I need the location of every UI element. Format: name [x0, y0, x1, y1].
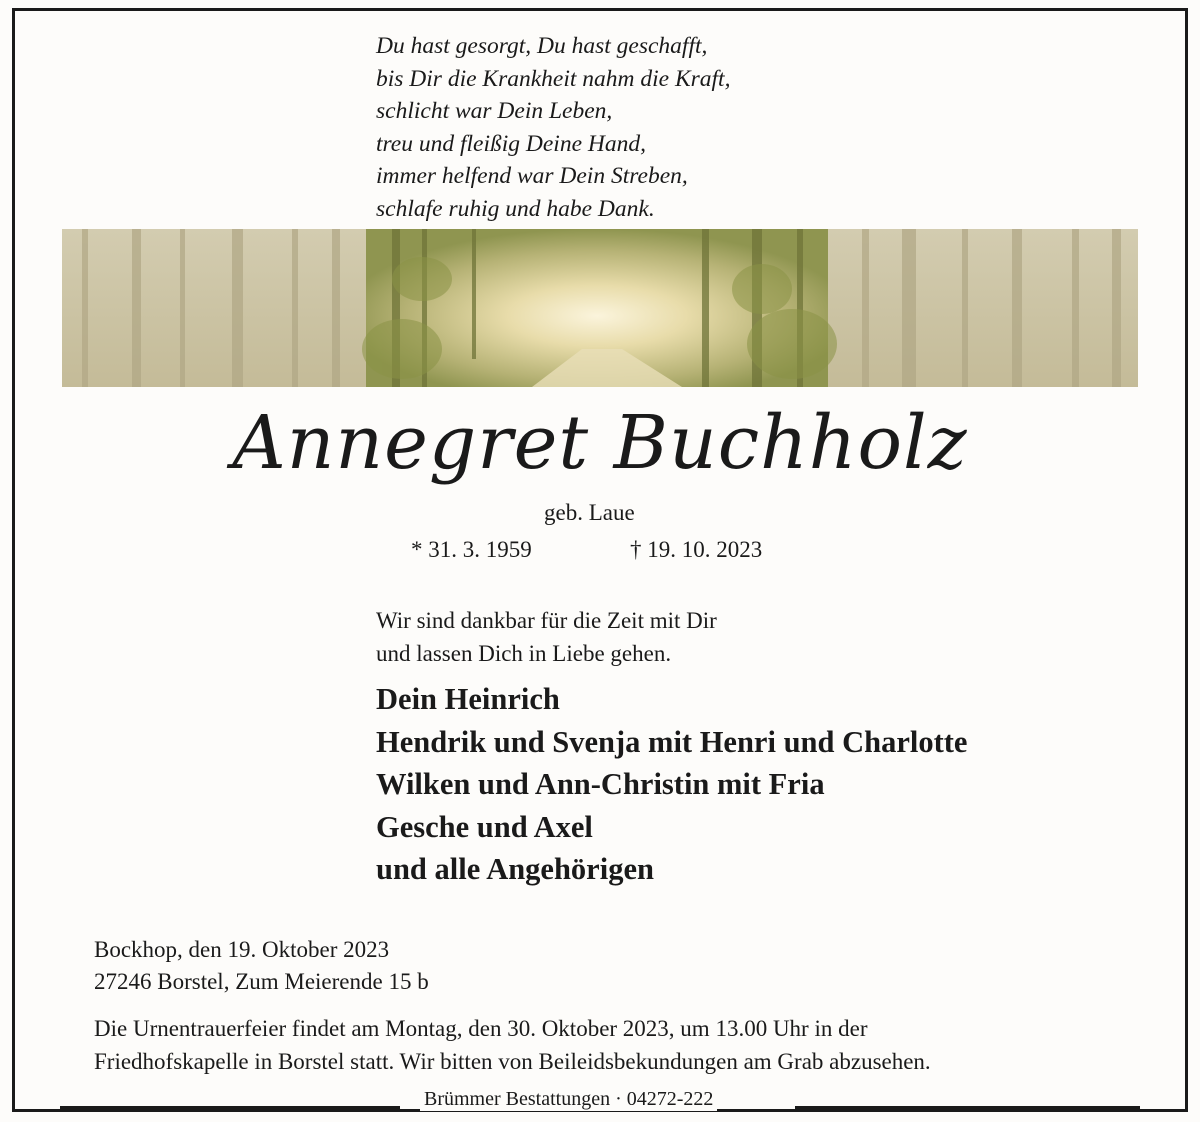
address: 27246 Borstel, Zum Meierende 15 b [94, 969, 429, 994]
family-list [376, 678, 967, 891]
place-date: Bockhop, den 19. Oktober 2023 [94, 937, 390, 962]
thanks-text [376, 604, 717, 670]
death-date: † 19. 10. 2023 [630, 537, 763, 562]
notice-line: Die Urnentrauerfeier findet am Montag, den 30. Oktober 2023, um 13.00 Uhr in der [94, 1016, 868, 1041]
poem [376, 30, 730, 225]
family-member: Wilken und Ann-Christin mit Fria [376, 767, 825, 801]
poem-line: schlafe ruhig und habe Dank. [376, 195, 655, 222]
thanks-line: und lassen Dich in Liebe gehen. [376, 641, 672, 666]
deceased-name: Annegret Buchholz [232, 400, 968, 486]
footer-rule-right [795, 1106, 1140, 1109]
poem-line: treu und fleißig Deine Hand, [376, 130, 646, 157]
poem-line: immer helfend war Dein Streben, [376, 163, 688, 189]
place-and-address [94, 934, 429, 998]
birth-date: * 31. 3. 1959 [411, 537, 532, 562]
funeral-notice [94, 1012, 931, 1078]
thanks-line: Wir sind dankbar für die Zeit mit Dir [376, 608, 717, 633]
footer [0, 1084, 1200, 1114]
poem-line: bis Dir die Krankheit nahm die Kraft, [376, 65, 731, 92]
family-member: und alle Angehörigen [376, 852, 654, 886]
forest-banner-image [62, 229, 1138, 387]
family-member: Dein Heinrich [376, 682, 560, 716]
family-member: Hendrik und Svenja mit Henri und Charlotte [376, 724, 968, 759]
maiden-name: geb. Laue [544, 500, 635, 525]
poem-line: Du hast gesorgt, Du hast geschafft, [376, 33, 708, 59]
notice-line: Friedhofskapelle in Borstel statt. Wir bitten von Beileidsbekundungen am Grab abzusehen. [94, 1049, 931, 1074]
family-member: Gesche und Axel [376, 809, 593, 844]
footer-rule-left [60, 1106, 400, 1109]
poem-line: schlicht war Dein Leben, [376, 98, 613, 124]
undertaker-contact: Brümmer Bestattungen · 04272-222 [420, 1088, 717, 1111]
